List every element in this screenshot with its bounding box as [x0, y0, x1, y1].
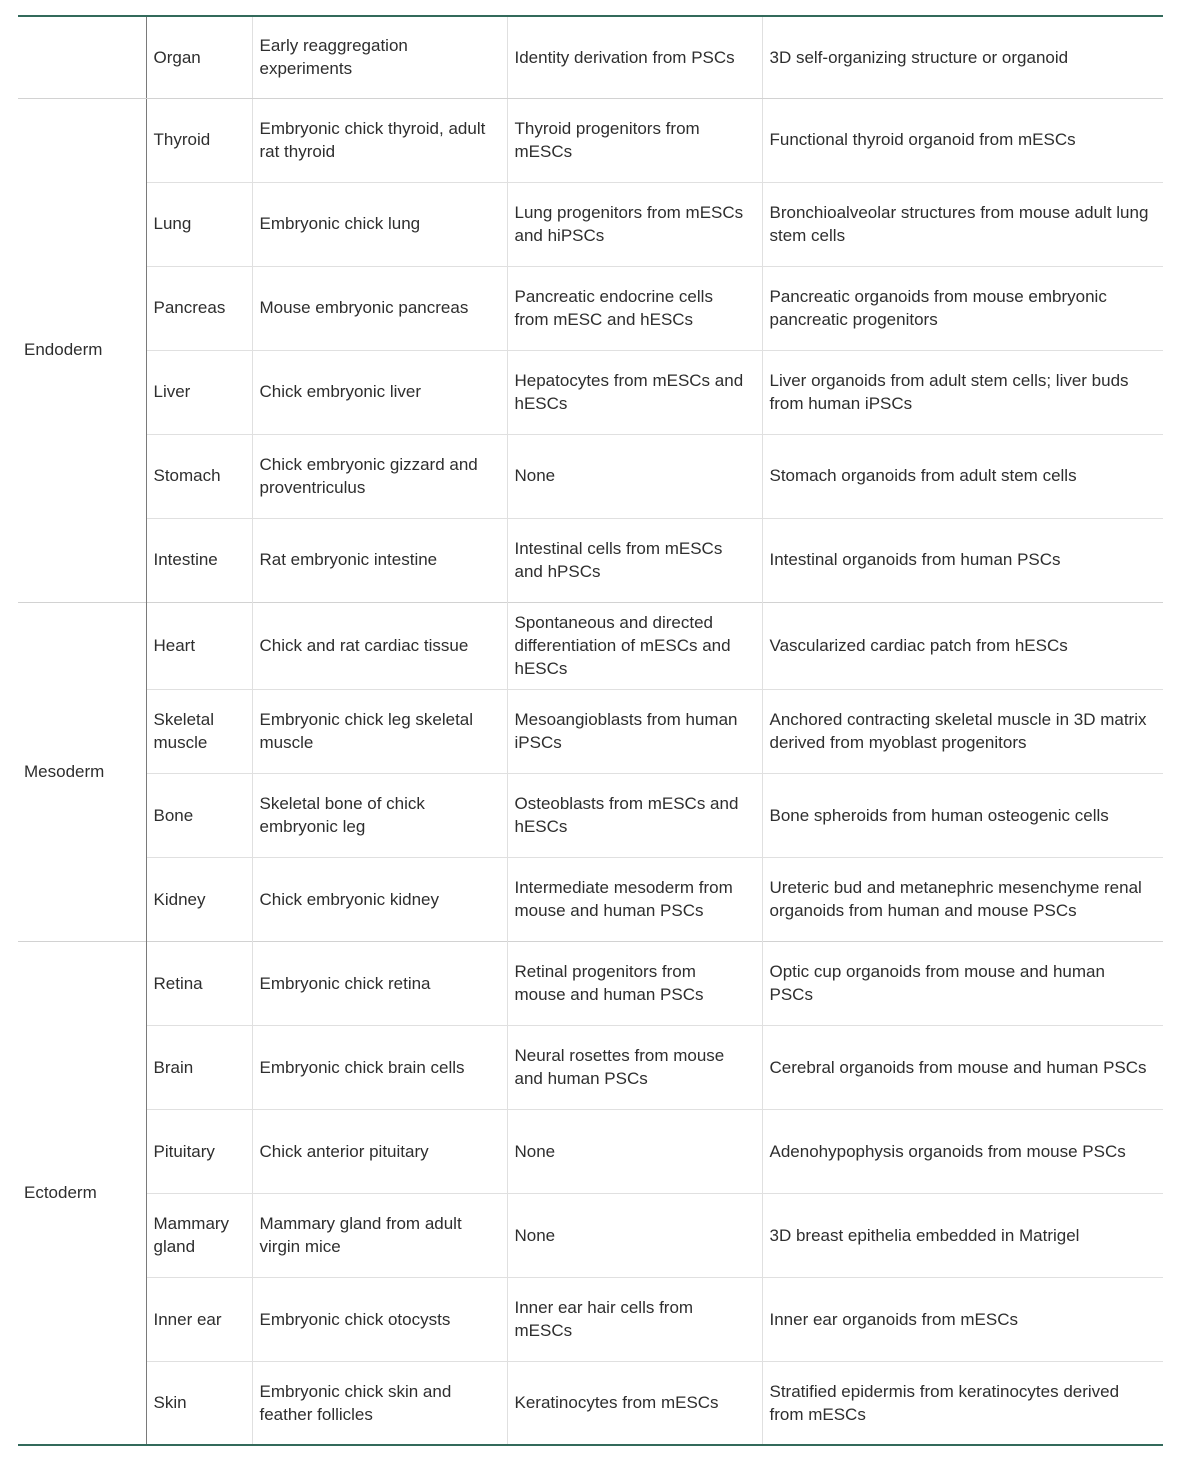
organ-cell: Skeletal muscle	[146, 689, 252, 773]
identity-cell: Mesoangioblasts from human iPSCs	[507, 689, 762, 773]
table-row	[18, 350, 1163, 434]
early-cell: Chick anterior pituitary	[252, 1109, 507, 1193]
organ-cell: Retina	[146, 941, 252, 1025]
organoid-cell: Cerebral organoids from mouse and human PSCs	[762, 1025, 1163, 1109]
identity-derivation-header: Identity derivation from PSCs	[507, 16, 762, 98]
organ-cell: Pituitary	[146, 1109, 252, 1193]
identity-cell: None	[507, 434, 762, 518]
table-row	[18, 434, 1163, 518]
organoid-cell: Stratified epidermis from keratinocytes derived from mESCs	[762, 1361, 1163, 1445]
organoid-cell: Intestinal organoids from human PSCs	[762, 518, 1163, 602]
organoid-cell: 3D breast epithelia embedded in Matrigel	[762, 1193, 1163, 1277]
organ-cell: Lung	[146, 182, 252, 266]
table-row	[18, 773, 1163, 857]
organoid-cell: Anchored contracting skeletal muscle in 3D matrix derived from myoblast progenitors	[762, 689, 1163, 773]
identity-cell: Neural rosettes from mouse and human PSCs	[507, 1025, 762, 1109]
table-row	[18, 1277, 1163, 1361]
early-cell: Mouse embryonic pancreas	[252, 266, 507, 350]
identity-cell: Inner ear hair cells from mESCs	[507, 1277, 762, 1361]
early-cell: Embryonic chick brain cells	[252, 1025, 507, 1109]
organ-cell: Bone	[146, 773, 252, 857]
early-cell: Chick embryonic gizzard and proventriculus	[252, 434, 507, 518]
table-row	[18, 602, 1163, 689]
early-cell: Embryonic chick otocysts	[252, 1277, 507, 1361]
organoid-cell: Bronchioalveolar structures from mouse adult lung stem cells	[762, 182, 1163, 266]
organoid-cell: Pancreatic organoids from mouse embryonic pancreatic progenitors	[762, 266, 1163, 350]
early-cell: Embryonic chick leg skeletal muscle	[252, 689, 507, 773]
organ-cell: Brain	[146, 1025, 252, 1109]
table-row	[18, 941, 1163, 1025]
germ-layer-cell: Endoderm	[18, 98, 146, 602]
early-cell: Skeletal bone of chick embryonic leg	[252, 773, 507, 857]
organ-header: Organ	[146, 16, 252, 98]
organ-cell: Liver	[146, 350, 252, 434]
identity-cell: Hepatocytes from mESCs and hESCs	[507, 350, 762, 434]
organ-cell: Thyroid	[146, 98, 252, 182]
early-cell: Embryonic chick skin and feather follicles	[252, 1361, 507, 1445]
organoid-cell: Inner ear organoids from mESCs	[762, 1277, 1163, 1361]
organoid-cell: Adenohypophysis organoids from mouse PSCs	[762, 1109, 1163, 1193]
identity-cell: None	[507, 1193, 762, 1277]
organoid-cell: Stomach organoids from adult stem cells	[762, 434, 1163, 518]
early-cell: Chick embryonic kidney	[252, 857, 507, 941]
organoid-cell: Vascularized cardiac patch from hESCs	[762, 602, 1163, 689]
table-row	[18, 1025, 1163, 1109]
identity-cell: Retinal progenitors from mouse and human PSCs	[507, 941, 762, 1025]
table-row	[18, 266, 1163, 350]
early-cell: Embryonic chick retina	[252, 941, 507, 1025]
early-cell: Embryonic chick thyroid, adult rat thyroid	[252, 98, 507, 182]
organ-cell: Mammary gland	[146, 1193, 252, 1277]
table-row	[18, 182, 1163, 266]
table-body	[18, 98, 1163, 1445]
early-cell: Mammary gland from adult virgin mice	[252, 1193, 507, 1277]
identity-cell: Lung progenitors from mESCs and hiPSCs	[507, 182, 762, 266]
table-row	[18, 518, 1163, 602]
organ-cell: Heart	[146, 602, 252, 689]
organ-cell: Intestine	[146, 518, 252, 602]
early-cell: Chick and rat cardiac tissue	[252, 602, 507, 689]
organoid-cell: Ureteric bud and metanephric mesenchyme renal organoids from human and mouse PSCs	[762, 857, 1163, 941]
organoid-cell: Bone spheroids from human osteogenic cells	[762, 773, 1163, 857]
organoid-structure-header: 3D self-organizing structure or organoid	[762, 16, 1163, 98]
identity-cell: Keratinocytes from mESCs	[507, 1361, 762, 1445]
table-row	[18, 1193, 1163, 1277]
organoid-cell: Optic cup organoids from mouse and human PSCs	[762, 941, 1163, 1025]
early-cell: Embryonic chick lung	[252, 182, 507, 266]
organoid-cell: Liver organoids from adult stem cells; liver buds from human iPSCs	[762, 350, 1163, 434]
organ-cell: Pancreas	[146, 266, 252, 350]
organ-cell: Stomach	[146, 434, 252, 518]
identity-cell: Intestinal cells from mESCs and hPSCs	[507, 518, 762, 602]
identity-cell: Osteoblasts from mESCs and hESCs	[507, 773, 762, 857]
organ-cell: Skin	[146, 1361, 252, 1445]
header-row	[18, 16, 1163, 98]
early-cell: Rat embryonic intestine	[252, 518, 507, 602]
identity-cell: Spontaneous and directed differentiation of mESCs and hESCs	[507, 602, 762, 689]
organ-cell: Kidney	[146, 857, 252, 941]
table-row	[18, 689, 1163, 773]
identity-cell: Thyroid progenitors from mESCs	[507, 98, 762, 182]
table-header	[18, 16, 1163, 98]
early-experiments-header: Early reaggregation experiments	[252, 16, 507, 98]
organoid-cell: Functional thyroid organoid from mESCs	[762, 98, 1163, 182]
table-row	[18, 1109, 1163, 1193]
germ-layer-header	[18, 16, 146, 98]
germ-layer-cell: Mesoderm	[18, 602, 146, 941]
identity-cell: None	[507, 1109, 762, 1193]
organoid-comparison-table	[18, 15, 1163, 1446]
table-row	[18, 98, 1163, 182]
table-row	[18, 857, 1163, 941]
table-row	[18, 1361, 1163, 1445]
organ-cell: Inner ear	[146, 1277, 252, 1361]
early-cell: Chick embryonic liver	[252, 350, 507, 434]
identity-cell: Pancreatic endocrine cells from mESC and hESCs	[507, 266, 762, 350]
germ-layer-cell: Ectoderm	[18, 941, 146, 1445]
identity-cell: Intermediate mesoderm from mouse and human PSCs	[507, 857, 762, 941]
